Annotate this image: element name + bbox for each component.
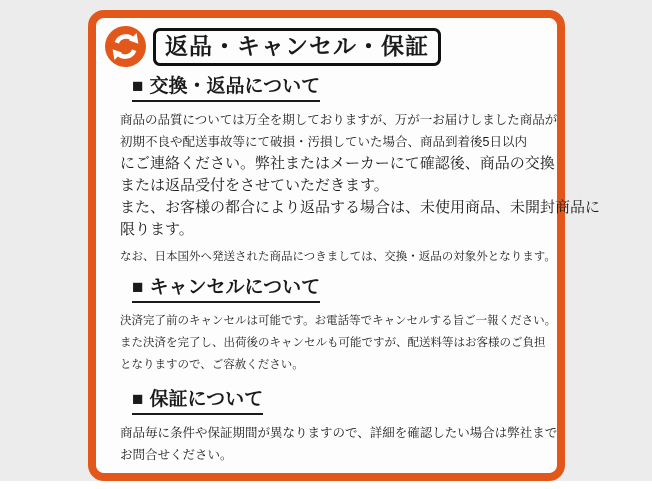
section-bullet-icon: ■: [132, 389, 144, 410]
section-cancellation: [96, 277, 557, 376]
panel-header: [105, 26, 557, 67]
body-line: 商品の品質については万全を期しておりますが、万が一お届けしました商品が: [120, 113, 558, 127]
section-heading: [132, 76, 557, 102]
refresh-arrows-icon: [105, 26, 146, 67]
body-line: 商品毎に条件や保証期間が異なりますので、詳細を確認したい場合は弊社まで: [120, 426, 558, 440]
body-line: となりますので、ご容赦ください。: [120, 359, 304, 371]
policy-panel: [88, 10, 601, 481]
section-exchange-returns: [96, 76, 601, 268]
section-body: [120, 422, 558, 466]
body-line: 決済完了前のキャンセルは可能です。お電話等でキャンセルする旨ご一報ください。: [120, 315, 557, 327]
section-heading: [132, 277, 557, 303]
body-line: なお、日本国外へ発送された商品につきましては、交換・返品の対象外となります。: [120, 251, 556, 263]
section-body: [120, 310, 557, 376]
body-line: または返品受付をさせていただきます。: [120, 177, 389, 194]
section-warranty: [96, 389, 557, 466]
section-body: [120, 109, 601, 268]
panel-title: 返品・キャンセル・保証: [153, 28, 441, 66]
body-line: 限ります。: [120, 221, 194, 238]
section-heading: [132, 389, 557, 415]
body-line: また決済を完了し、出荷後のキャンセルも可能ですが、配送料等はお客様のご負担: [120, 337, 546, 349]
body-line: にご連絡ください。弊社またはメーカーにて確認後、商品の交換: [120, 155, 555, 172]
section-bullet-icon: ■: [132, 277, 144, 298]
section-bullet-icon: ■: [132, 76, 144, 97]
section-heading-text: 交換・返品について: [149, 76, 321, 97]
section-heading-text: キャンセルについて: [149, 277, 321, 298]
body-line: また、お客様の都合により返品する場合は、未使用商品、未開封商品に: [120, 199, 601, 216]
body-line: 初期不良や配送事故等にて破損・汚損していた場合、商品到着後5日以内: [120, 135, 527, 149]
section-heading-text: 保証について: [149, 389, 264, 410]
body-line: お問合せください。: [120, 448, 233, 462]
